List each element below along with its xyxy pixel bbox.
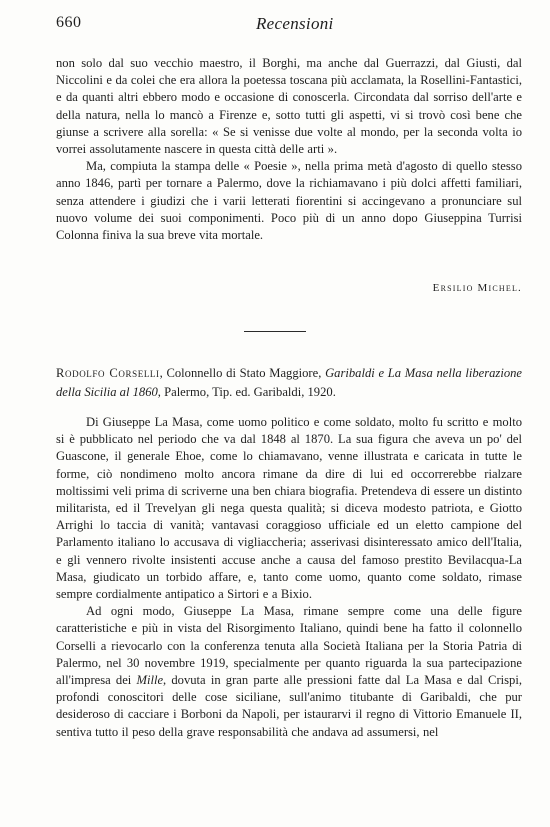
- citation-book-title: Garibaldi e La Masa nella liberazione della Sicilia al 1860: [56, 366, 522, 399]
- review-citation: [56, 364, 522, 402]
- citation-affiliation: , Colonnello di Stato Maggiore,: [159, 366, 326, 380]
- section-separator: [244, 331, 306, 332]
- review-signature: Ersilio Michel.: [432, 282, 522, 294]
- page-number: 660: [56, 14, 82, 31]
- citation-author: Rodolfo Corselli: [56, 366, 160, 380]
- running-title: Recensioni: [256, 14, 334, 33]
- review-paragraph-1: Di Giuseppe La Masa, come uomo politico e come soldato, molto fu scritto e molto si è pubblicato nel periodo che va dal 1848 al 1870. La sua figura che aveva un po' del Guascone, il generale Ehoe, come lo chiamavano, venne illustrata e caricata in tutte le forme, ciò nondimeno molto ancora rimane da dire di lui ed occorrerebbe rialzare moltissimi veli prima di scriverne una ben chiara biografia. Pretendeva di essere un distinto militarista, ed il Trevelyan gli nega questa qualità; si diceva modesto patriota, e Giotto Arrighi lo taccia di vanità; vantavasi coraggioso ufficiale ed un eletto campione del Parlamento italiano lo accusava di vigliaccheria; asserivasi disinteressato amico dell'Italia, e gli vennero rivolte insistenti accuse anche a causa del famoso prestito Bevilacqua-La Masa, giudicato un torbido affare, e, tanto come uomo, quanto come soldato, rimase sempre cordialmente antipatico a Sirtori e a Bixio.: [56, 415, 522, 602]
- page-header: [56, 14, 526, 36]
- previous-review-paragraph-2: Ma, compiuta la stampa delle « Poesie », nella prima metà d'agosto di quello stesso anno 1846, partì per tornare a Palermo, dove la richiamavano i più dolci affetti familiari, senza attendere i giudizi che i varii letterati fiorentini si accingevano a pronunciare sul nuovo volume dei suoi componimenti. Poco più di un anno dopo Giuseppina Turrisi Colonna finiva la sua breve vita mortale.: [56, 159, 522, 243]
- review-paragraph-2-end: , dovuta in gran parte alle pressioni fatte dal La Masa e dal Crispi, profondi conoscitori delle cose siciliane, sull'animo titubante di Garibaldi, che pur desideroso di cacciare i Borboni da Napoli, per istaurarvi il regno di Vittorio Emanuele II, sentiva tutto il peso della grave responsabilità che andava ad assumersi, nel: [56, 673, 522, 739]
- review-body: [56, 414, 522, 741]
- review-paragraph-2: [56, 603, 522, 741]
- citation-publisher: , Palermo, Tip. ed. Garibaldi, 1920.: [157, 385, 336, 399]
- previous-review-body: [56, 55, 522, 244]
- review-paragraph-2-italic: Mille: [136, 673, 164, 688]
- previous-review-paragraph-1: non solo dal suo vecchio maestro, il Borghi, ma anche dal Guerrazzi, dal Giusti, dal Niccolini e da colei che era allora la poetessa toscana più acclamata, la Rosellini-Fantastici, e da quanti altri ebbero modo e occasione di conoscerla. Circondata dal sorriso dell'arte e della natura, nella lo mancò a Firenze e, sotto tutti gli aspetti, vi si trovò così bene che giunse a scrivere alla sorella: « Se si venisse due volte al mondo, per la seconda volta io vorrei assolutamente nascere in questa città delle arti ».: [56, 56, 522, 157]
- review-paragraph-2-start: Ad ogni modo, Giuseppe La Masa, rimane sempre come una delle figure caratteristiche e più in vista del Risorgimento Italiano, quindi bene ha fatto il colonnello Corselli a rievocarlo con la conferenza tenuta alla Società Italiana per la Storia Patria di Palermo, nel 30 novembre 1919, specialmente per quanto riguarda la sua partecipazione all'impresa dei: [56, 604, 522, 688]
